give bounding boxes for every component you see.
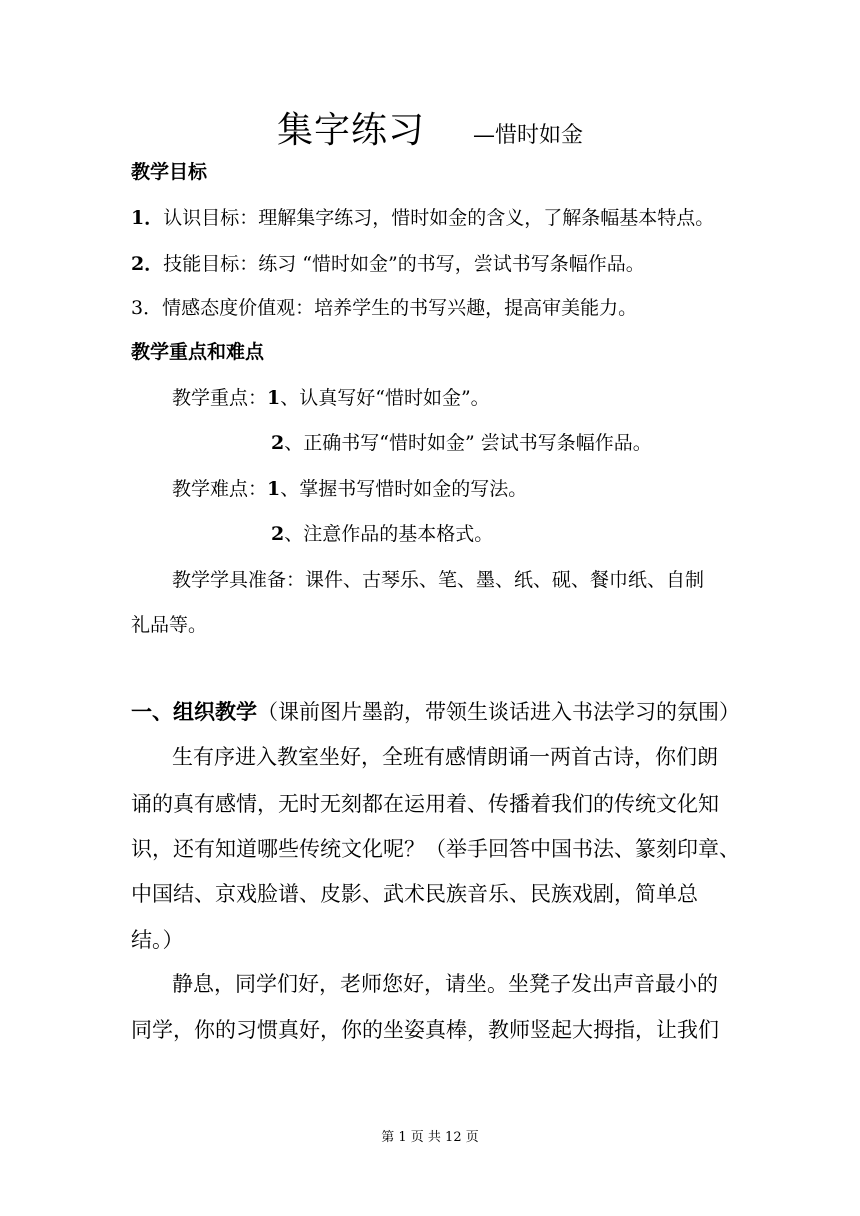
focus-item <box>271 431 652 455</box>
objective-item <box>131 296 637 320</box>
difficulty-number: 1 <box>267 478 281 500</box>
paragraph-line: 中国结、京戏脸谱、皮影、武术民族音乐、民族戏剧，简单总 <box>131 882 698 906</box>
difficulty-label: 教学难点： <box>172 478 268 500</box>
difficulty-text: 、掌握书写惜时如金的写法。 <box>280 478 528 500</box>
difficulty-number: 2 <box>271 523 285 545</box>
focus-item <box>172 386 490 410</box>
section1-heading-line <box>131 698 740 726</box>
objective-number: 3． <box>131 297 163 319</box>
focus-text: 、认真写好“惜时如金”。 <box>280 387 490 409</box>
page-footer: 第 1 页 共 12 页 <box>381 1130 479 1145</box>
section1-heading: 一、组织教学 <box>131 700 257 724</box>
difficulty-text: 、注意作品的基本格式。 <box>284 523 494 545</box>
keypoints-heading: 教学重点和难点 <box>131 341 265 363</box>
paragraph-line: 生有序进入教室坐好，全班有感情朗诵一两首古诗，你们朗 <box>172 745 718 769</box>
paragraph-line: 同学，你的习惯真好，你的坐姿真棒，教师竖起大拇指，让我们 <box>131 1018 719 1042</box>
objective-number: 1． <box>131 207 164 229</box>
paragraph-line: 诵的真有感情，无时无刻都在运用着、传播着我们的传统文化知 <box>131 792 719 816</box>
document-title <box>0 102 860 153</box>
objective-text: 认识目标：理解集字练习，惜时如金的含义，了解条幅基本特点。 <box>163 207 715 229</box>
difficulty-item <box>172 477 527 501</box>
section1-heading-note: （课前图片墨韵，带领生谈话进入书法学习的氛围） <box>257 700 740 724</box>
paragraph-line: 结。） <box>131 928 184 952</box>
objective-item <box>131 252 645 276</box>
focus-text: 、正确书写“惜时如金” 尝试书写条幅作品。 <box>284 432 652 454</box>
objective-number: 2． <box>131 253 164 275</box>
difficulty-item <box>271 522 493 546</box>
focus-number: 1 <box>267 387 281 409</box>
objective-text: 情感态度价值观：培养学生的书写兴趣，提高审美能力。 <box>162 297 638 319</box>
title-main: 集字练习 <box>276 110 425 151</box>
paragraph-line: 静息，同学们好，老师您好，请坐。坐凳子发出声音最小的 <box>172 972 718 996</box>
objectives-heading: 教学目标 <box>131 161 208 183</box>
objective-text: 技能目标：练习 “惜时如金”的书写，尝试书写条幅作品。 <box>163 253 645 275</box>
prep-line: 教学学具准备：课件、古琴乐、笔、墨、纸、砚、餐巾纸、自制 <box>172 569 705 591</box>
title-subtitle: —惜时如金 <box>473 123 584 148</box>
objective-item <box>131 206 714 230</box>
prep-line: 礼品等。 <box>131 614 208 636</box>
focus-label: 教学重点： <box>172 387 268 409</box>
focus-number: 2 <box>271 432 285 454</box>
paragraph-line: 识，还有知道哪些传统文化呢？（举手回答中国书法、篆刻印章、 <box>131 837 740 861</box>
